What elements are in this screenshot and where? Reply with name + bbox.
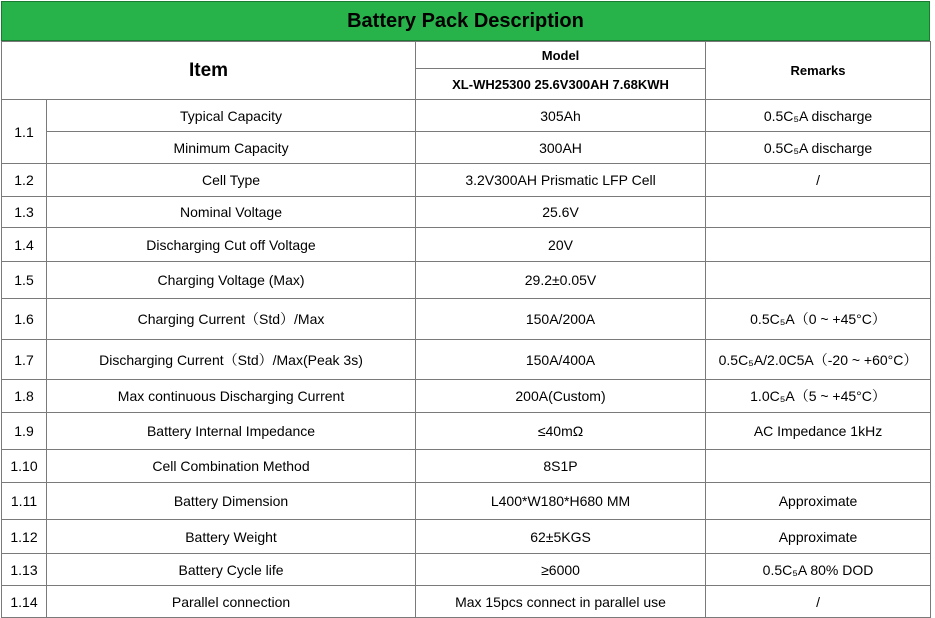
table-row [2,197,931,228]
row-remarks: AC Impedance 1kHz [706,413,931,450]
row-model: ≥6000 [416,554,706,586]
row-model: 150A/200A [416,299,706,340]
row-remarks [706,197,931,228]
row-model: 8S1P [416,450,706,483]
table-row [2,299,931,340]
row-item: Parallel connection [47,586,416,618]
table-row [2,100,931,132]
row-model: 150A/400A [416,340,706,380]
row-item: Discharging Current（Std）/Max(Peak 3s) [47,340,416,380]
row-item: Battery Internal Impedance [47,413,416,450]
row-model: 3.2V300AH Prismatic LFP Cell [416,164,706,197]
table-row [2,586,931,618]
table-row [2,554,931,586]
row-item: Minimum Capacity [47,132,416,164]
table-row [2,132,931,164]
row-item: Charging Voltage (Max) [47,262,416,299]
sheet-title: Battery Pack Description [1,1,930,41]
row-model: ≤40mΩ [416,413,706,450]
row-number: 1.11 [2,483,47,520]
row-model: 62±5KGS [416,520,706,554]
row-item: Discharging Cut off Voltage [47,228,416,262]
row-remarks [706,228,931,262]
row-model: L400*W180*H680 MM [416,483,706,520]
row-model: 29.2±0.05V [416,262,706,299]
table-row [2,413,931,450]
row-model: 200A(Custom) [416,380,706,413]
row-number: 1.1 [2,100,47,164]
row-model: 25.6V [416,197,706,228]
header-model-name: XL-WH25300 25.6V300AH 7.68KWH [416,69,706,100]
row-number: 1.6 [2,299,47,340]
row-remarks [706,262,931,299]
row-number: 1.8 [2,380,47,413]
row-item: Battery Cycle life [47,554,416,586]
row-number: 1.4 [2,228,47,262]
row-remarks: / [706,164,931,197]
row-number: 1.14 [2,586,47,618]
table-row [2,450,931,483]
row-remarks: 0.5C₅A discharge [706,100,931,132]
row-remarks: / [706,586,931,618]
row-item: Nominal Voltage [47,197,416,228]
row-remarks: 0.5C₅A（0 ~ +45°C） [706,299,931,340]
row-number: 1.2 [2,164,47,197]
row-remarks: Approximate [706,520,931,554]
row-remarks: 0.5C₅A/2.0C5A（-20 ~ +60°C） [706,340,931,380]
row-item: Battery Dimension [47,483,416,520]
row-remarks: 0.5C₅A 80% DOD [706,554,931,586]
header-remarks: Remarks [706,42,931,100]
row-number: 1.3 [2,197,47,228]
table-row [2,380,931,413]
row-number: 1.10 [2,450,47,483]
row-model: 305Ah [416,100,706,132]
table-row [2,228,931,262]
table-row [2,520,931,554]
row-item: Cell Combination Method [47,450,416,483]
row-remarks: 0.5C₅A discharge [706,132,931,164]
row-number: 1.9 [2,413,47,450]
row-remarks: Approximate [706,483,931,520]
row-model: Max 15pcs connect in parallel use [416,586,706,618]
spec-table [1,41,931,618]
row-item: Max continuous Discharging Current [47,380,416,413]
table-row [2,262,931,299]
row-item: Cell Type [47,164,416,197]
table-row [2,483,931,520]
row-number: 1.13 [2,554,47,586]
row-number: 1.5 [2,262,47,299]
header-item: Item [2,42,416,100]
row-model: 300AH [416,132,706,164]
table-row [2,164,931,197]
row-remarks [706,450,931,483]
row-item: Typical Capacity [47,100,416,132]
row-item: Battery Weight [47,520,416,554]
row-item: Charging Current（Std）/Max [47,299,416,340]
row-remarks: 1.0C₅A（5 ~ +45°C） [706,380,931,413]
table-row [2,340,931,380]
row-model: 20V [416,228,706,262]
row-number: 1.12 [2,520,47,554]
row-number: 1.7 [2,340,47,380]
header-model: Model [416,42,706,69]
